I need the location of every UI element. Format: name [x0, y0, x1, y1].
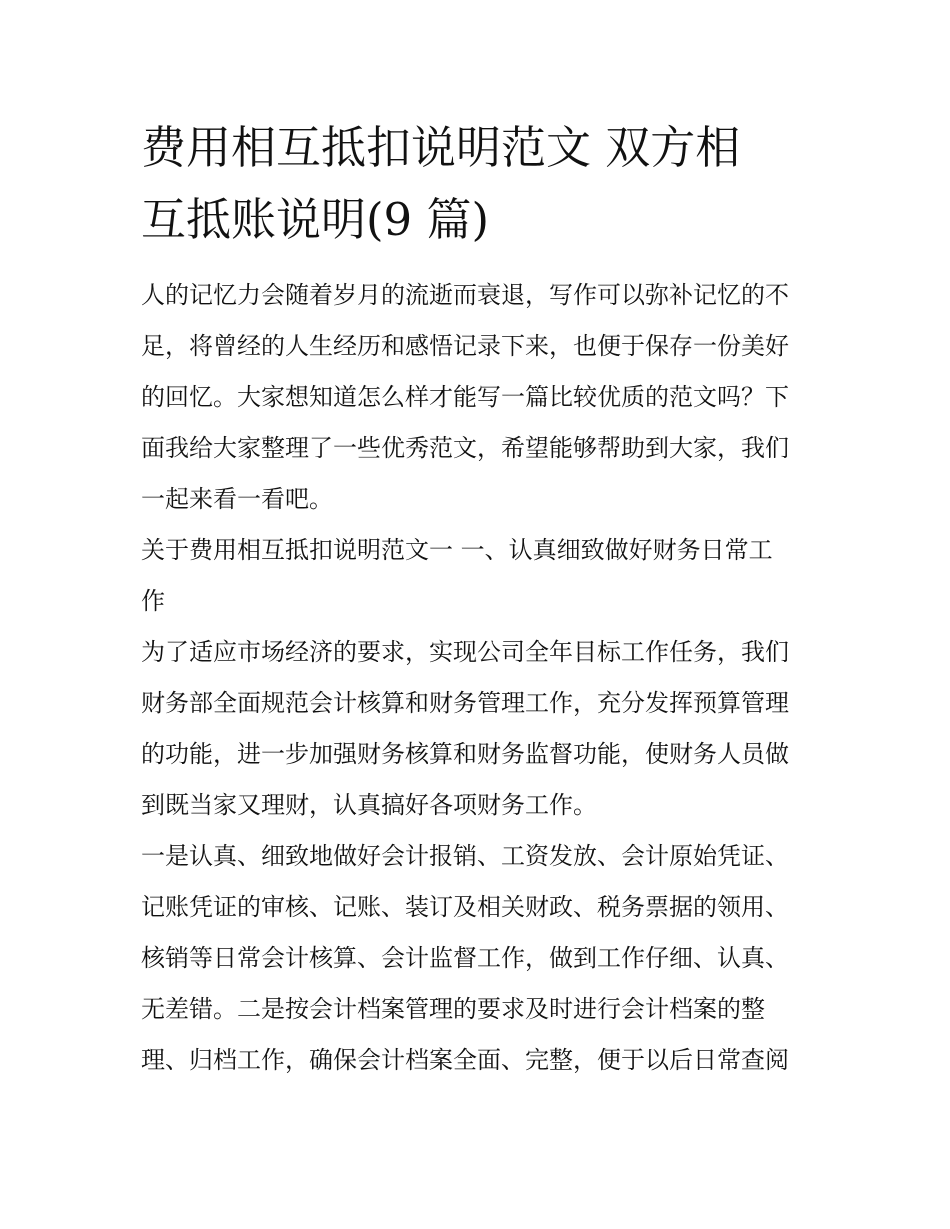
- document-body: [141, 112, 813, 1086]
- text-line: 的功能，进一步加强财务核算和财务监督功能，使财务人员做: [141, 740, 789, 768]
- intro-paragraph: [141, 270, 813, 525]
- body-paragraph: [141, 627, 813, 831]
- title-line: 互抵账说明(9 篇): [141, 193, 490, 246]
- text-line: 的回忆。大家想知道怎么样才能写一篇比较优质的范文吗？下: [141, 383, 789, 411]
- text-line: 核销等日常会计核算、会计监督工作，做到工作仔细、认真、: [141, 944, 789, 972]
- text-line: 面我给大家整理了一些优秀范文，希望能够帮助到大家，我们: [141, 434, 789, 462]
- text-line: 财务部全面规范会计核算和财务管理工作，充分发挥预算管理: [141, 689, 789, 717]
- text-line: 人的记忆力会随着岁月的流逝而衰退，写作可以弥补记忆的不: [141, 281, 789, 309]
- text-line: 关于费用相互抵扣说明范文一 一、认真细致做好财务日常工: [141, 536, 773, 564]
- section-heading-paragraph: [141, 525, 813, 627]
- text-line: 理、归档工作，确保会计档案全面、完整，便于以后日常查阅: [141, 1046, 789, 1074]
- body-paragraph: [141, 831, 813, 1086]
- document-title: [141, 112, 813, 256]
- text-line: 一起来看一看吧。: [141, 485, 333, 513]
- text-line: 一是认真、细致地做好会计报销、工资发放、会计原始凭证、: [141, 842, 789, 870]
- text-line: 无差错。二是按会计档案管理的要求及时进行会计档案的整: [141, 995, 765, 1023]
- text-line: 到既当家又理财，认真搞好各项财务工作。: [141, 791, 597, 819]
- title-line: 费用相互抵扣说明范文 双方相: [141, 121, 741, 174]
- text-line: 记账凭证的审核、记账、装订及相关财政、税务票据的领用、: [141, 893, 789, 921]
- text-line: 为了适应市场经济的要求，实现公司全年目标工作任务，我们: [141, 638, 789, 666]
- text-line: 足，将曾经的人生经历和感悟记录下来，也便于保存一份美好: [141, 332, 789, 360]
- text-line: 作: [141, 587, 165, 615]
